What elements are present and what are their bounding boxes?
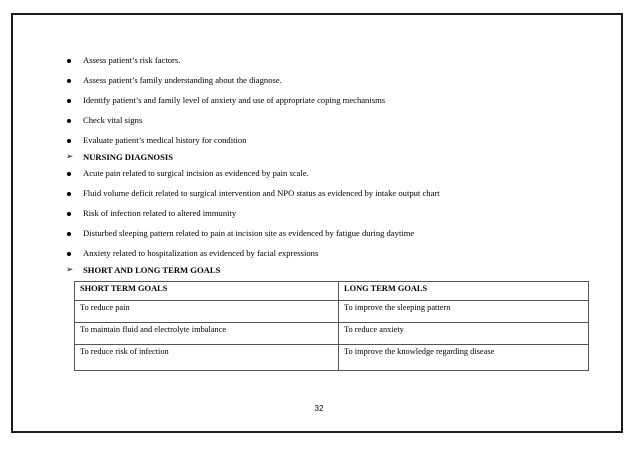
bullet-dot-icon <box>67 139 71 143</box>
table-header-short-term: SHORT TERM GOALS <box>75 282 339 301</box>
section-title: NURSING DIAGNOSIS <box>83 152 174 162</box>
list-item-text: Assess patient’s risk factors. <box>83 55 181 65</box>
bullet-dot-icon <box>67 99 71 103</box>
table-row <box>75 323 589 345</box>
table-cell: To reduce anxiety <box>339 323 589 345</box>
table-header-long-term: LONG TERM GOALS <box>339 282 589 301</box>
list-item-text: Evaluate patient’s medical history for condition <box>83 135 247 145</box>
assessment-list <box>66 55 385 155</box>
bullet-dot-icon <box>67 252 71 256</box>
list-item-text: Anxiety related to hospitalization as evidenced by facial expressions <box>83 248 319 258</box>
list-item <box>66 55 385 75</box>
list-item-text: Acute pain related to surgical incision as evidenced by pain scale. <box>83 168 309 178</box>
list-item <box>66 95 385 115</box>
list-item-text: Fluid volume deficit related to surgical intervention and NPO status as evidenced by intake output chart <box>83 188 440 198</box>
table-cell: To reduce risk of infection <box>75 345 339 371</box>
table-cell: To improve the knowledge regarding disease <box>339 345 589 371</box>
list-item <box>66 115 385 135</box>
list-item <box>66 75 385 95</box>
page-number: 32 <box>314 404 324 413</box>
table-cell: To reduce pain <box>75 301 339 323</box>
nursing-diagnosis-heading <box>66 152 173 163</box>
table-cell: To improve the sleeping pattern <box>339 301 589 323</box>
list-item-text: Risk of infection related to altered immunity <box>83 208 237 218</box>
table-header-row <box>75 282 589 301</box>
section-title: SHORT AND LONG TERM GOALS <box>83 265 221 275</box>
table-cell: To maintain fluid and electrolyte imbalance <box>75 323 339 345</box>
list-item-text: Identify patient’s and family level of anxiety and use of appropriate coping mechanisms <box>83 95 386 105</box>
bullet-dot-icon <box>67 119 71 123</box>
table-row <box>75 345 589 371</box>
bullet-dot-icon <box>67 232 71 236</box>
bullet-dot-icon <box>67 192 71 196</box>
list-item <box>66 168 440 188</box>
list-item <box>66 228 440 248</box>
bullet-dot-icon <box>67 212 71 216</box>
bullet-dot-icon <box>67 79 71 83</box>
bullet-dot-icon <box>67 59 71 63</box>
goals-heading <box>66 265 220 276</box>
bullet-dot-icon <box>67 172 71 176</box>
list-item-text: Disturbed sleeping pattern related to pain at incision site as evidenced by fatigue during daytime <box>83 228 415 238</box>
goals-table <box>74 281 589 371</box>
arrow-bullet-icon: ➢ <box>66 265 74 275</box>
table-row <box>75 301 589 323</box>
list-item-text: Assess patient’s family understanding about the diagnose. <box>83 75 282 85</box>
list-item <box>66 188 440 208</box>
list-item-text: Check vital signs <box>83 115 143 125</box>
nursing-diagnosis-list <box>66 168 440 268</box>
arrow-bullet-icon: ➢ <box>66 152 74 162</box>
list-item <box>66 208 440 228</box>
